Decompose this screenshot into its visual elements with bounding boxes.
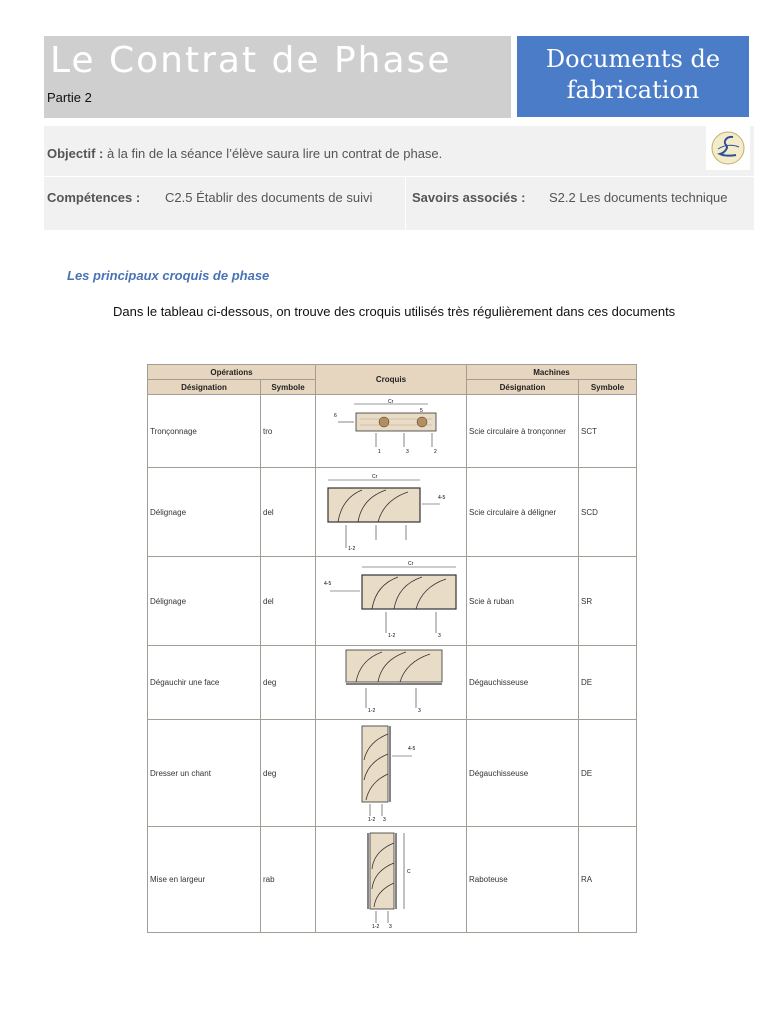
label-1-2: 1-2 (348, 546, 356, 552)
label-3: 3 (438, 633, 441, 639)
section-heading: Les principaux croquis de phase (67, 268, 270, 283)
label-c: C (407, 869, 411, 875)
label-1-2: 1-2 (372, 924, 380, 930)
sketch-cell (316, 720, 467, 827)
machine-cell: Scie circulaire à tronçonner (467, 395, 579, 468)
savoirs-label: Savoirs associés : (412, 190, 526, 205)
operation-symbol-cell: del (261, 557, 316, 646)
sketch-mise-en-largeur (316, 827, 466, 930)
savoirs-value: S2.2 Les documents technique (549, 190, 728, 205)
label-1: 1 (378, 449, 381, 455)
info-divider (44, 176, 754, 177)
label-4-5: 4-5 (324, 581, 332, 587)
school-logo (706, 126, 750, 170)
machine-cell: Dégauchisseuse (467, 646, 579, 720)
intro-paragraph: Dans le tableau ci-dessous, on trouve des croquis utilisés très régulièrement dans ces documents (113, 304, 676, 319)
sketch-cell (316, 468, 467, 557)
competences-value: C2.5 Établir des documents de suivi (165, 190, 373, 205)
header-op-designation: Désignation (148, 380, 261, 395)
operation-cell: Tronçonnage (148, 395, 261, 468)
operation-symbol-cell: rab (261, 827, 316, 933)
table-row (148, 468, 637, 557)
sketch-cell (316, 557, 467, 646)
label-1-2: 1-2 (388, 633, 396, 639)
table-row (148, 395, 637, 468)
machine-symbol-cell: DE (579, 720, 637, 827)
machine-symbol-cell: DE (579, 646, 637, 720)
sketch-cell (316, 646, 467, 720)
sketch-cell (316, 827, 467, 933)
info-panel (44, 126, 754, 230)
label-1-2: 1-2 (368, 708, 376, 714)
header-op-symbole: Symbole (261, 380, 316, 395)
operation-cell: Mise en largeur (148, 827, 261, 933)
machine-symbol-cell: SCT (579, 395, 637, 468)
sketch-degauchir (316, 646, 466, 717)
machine-symbol-cell: SCD (579, 468, 637, 557)
sketch-dresser-chant (316, 720, 466, 824)
sketch-delignage-sr (316, 557, 466, 643)
table-row (148, 646, 637, 720)
objective-line (47, 146, 442, 161)
sketch-cell (316, 395, 467, 468)
machine-cell: Dégauchisseuse (467, 720, 579, 827)
competences-label: Compétences : (47, 190, 141, 205)
croquis-table (147, 364, 637, 933)
operation-cell: Délignage (148, 557, 261, 646)
machine-symbol-cell: SR (579, 557, 637, 646)
info-column-divider (405, 177, 406, 230)
title-banner (44, 36, 511, 118)
label-3: 3 (406, 449, 409, 455)
table-row (148, 557, 637, 646)
operation-cell: Dégauchir une face (148, 646, 261, 720)
machine-symbol-cell: RA (579, 827, 637, 933)
operation-cell: Dresser un chant (148, 720, 261, 827)
header-machines: Machines (467, 365, 637, 380)
objective-label: Objectif : (47, 146, 104, 161)
doc-type-banner (517, 36, 749, 117)
table-row (148, 720, 637, 827)
operation-symbol-cell: del (261, 468, 316, 557)
header-operations: Opérations (148, 365, 316, 380)
label-5: 5 (420, 408, 423, 414)
label-4-5: 4-5 (408, 746, 416, 752)
label-cr: Cr (372, 474, 378, 480)
operation-symbol-cell: deg (261, 646, 316, 720)
machine-cell: Scie circulaire à déligner (467, 468, 579, 557)
operation-symbol-cell: deg (261, 720, 316, 827)
sketch-trononcage (316, 395, 466, 465)
label-3: 3 (418, 708, 421, 714)
objective-text: à la fin de la séance l’élève saura lire un contrat de phase. (103, 146, 443, 161)
part-label: Partie 2 (47, 90, 92, 105)
doc-type-line1: Documents de (545, 45, 721, 73)
label-3: 3 (389, 924, 392, 930)
label-cr: Cr (388, 399, 394, 405)
label-2: 2 (434, 449, 437, 455)
machine-cell: Raboteuse (467, 827, 579, 933)
table-row (148, 827, 637, 933)
page-title: Le Contrat de Phase (50, 40, 452, 81)
table-group-header (148, 365, 637, 380)
label-1-2: 1-2 (368, 817, 376, 823)
operation-symbol-cell: tro (261, 395, 316, 468)
header-mach-symbole: Symbole (579, 380, 637, 395)
label-4-5: 4-5 (438, 495, 446, 501)
sketch-delignage-scd (316, 468, 466, 554)
header-croquis: Croquis (316, 365, 467, 395)
header-mach-designation: Désignation (467, 380, 579, 395)
label-cr: Cr (408, 561, 414, 567)
label-3: 3 (383, 817, 386, 823)
operation-cell: Délignage (148, 468, 261, 557)
machine-cell: Scie à ruban (467, 557, 579, 646)
label-6: 6 (334, 413, 337, 419)
doc-type-line2: fabrication (566, 76, 700, 104)
